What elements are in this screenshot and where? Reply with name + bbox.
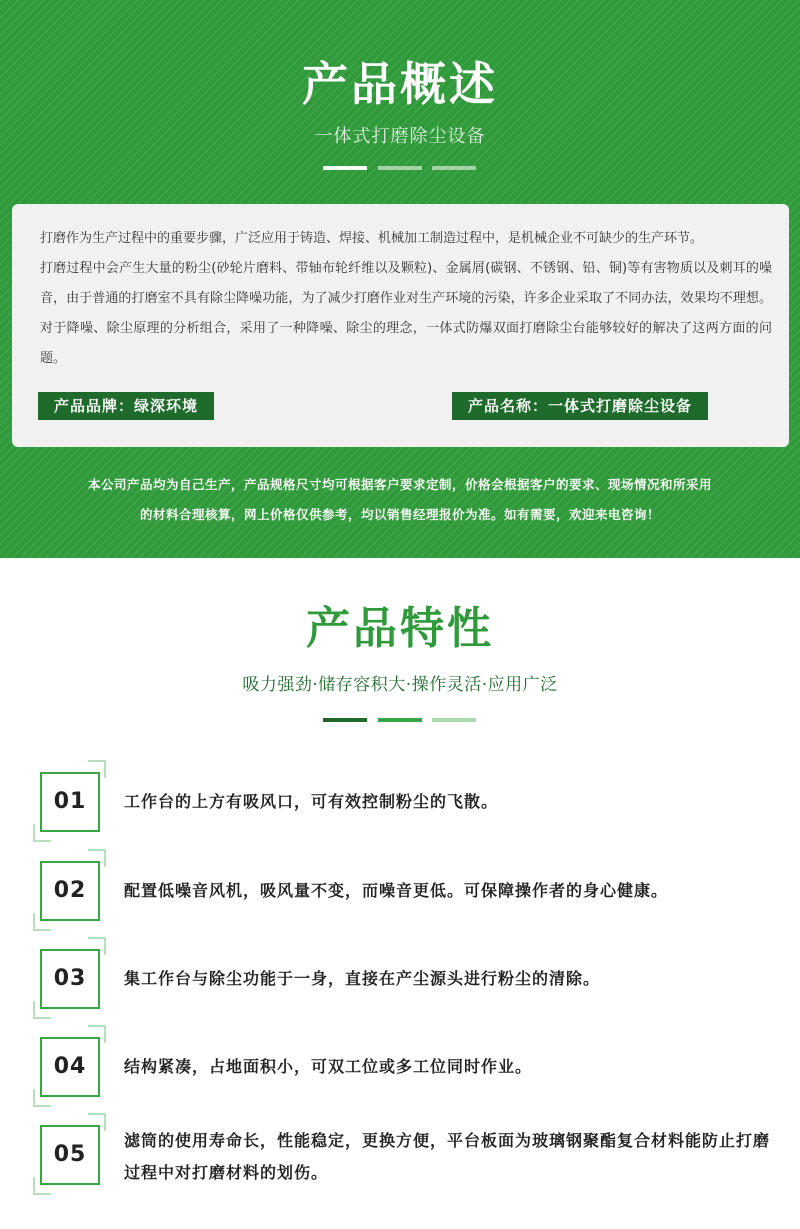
feature-text: 工作台的上方有吸风口，可有效控制粉尘的飞散。: [124, 792, 499, 811]
features-subtitle: 吸力强劲·储存容积大·操作灵活·应用广泛: [242, 675, 558, 695]
feature-item: [0, 1125, 800, 1215]
title-divider-bar: [323, 166, 367, 170]
feature-number: 04: [40, 1037, 100, 1097]
title-divider-bar: [378, 166, 422, 170]
title-divider-bar: [378, 718, 422, 722]
notice-line: 的材料合理核算，网上价格仅供参考，均以销售经理报价为准。如有需要，欢迎来电咨询！: [139, 507, 660, 522]
notice-line: 本公司产品均为自己生产，产品规格尺寸均可根据客户要求定制，价格会根据客户的要求、现场情况和所采用: [87, 477, 712, 492]
feature-number: 01: [40, 772, 100, 832]
title-divider-bar: [432, 718, 476, 722]
overview-paragraph: 打磨过程中会产生大量的粉尘(砂轮片磨料、带轴布轮纤维以及颗粒)、金属屑(碳钢、不锈钢、铅、铜)等有害物质以及刺耳的噪音，由于普通的打磨室不具有除尘降噪功能，为了减少打磨作业对生产环境的污染，许多企业采取了不同办法，效果均不理想。对于降噪、除尘原理的分析组合，采用了一种降噪、除尘的理念，一体式防爆双面打磨除尘台能够较好的解决了这两方面的问题。: [40, 261, 772, 366]
pricing-notice: [20, 470, 780, 530]
feature-text: 滤筒的使用寿命长，性能稳定，更换方便，平台板面为玻璃钢聚酯复合材料能防止打磨过程中对打磨材料的划伤。: [124, 1131, 771, 1182]
feature-item: [0, 861, 800, 951]
feature-item: [0, 1037, 800, 1127]
overview-section: [0, 0, 800, 558]
overview-title: 产品概述: [302, 57, 498, 111]
overview-subtitle: 一体式打磨除尘设备: [314, 126, 486, 147]
feature-item: [0, 772, 800, 862]
overview-description: [40, 224, 772, 374]
title-divider-bar: [432, 166, 476, 170]
title-divider-bar: [323, 718, 367, 722]
overview-card: [12, 204, 789, 447]
feature-text: 集工作台与除尘功能于一身，直接在产尘源头进行粉尘的清除。: [124, 969, 601, 988]
product-name-tag: 产品名称：一体式打磨除尘设备: [452, 392, 708, 420]
feature-text: 结构紧凑，占地面积小，可双工位或多工位同时作业。: [124, 1057, 533, 1076]
features-title: 产品特性: [306, 603, 494, 654]
feature-number: 05: [40, 1125, 100, 1185]
feature-number: 03: [40, 949, 100, 1009]
product-brand-tag: 产品品牌：绿深环境: [38, 392, 214, 420]
overview-paragraph: 打磨作为生产过程中的重要步骤，广泛应用于铸造、焊接、机械加工制造过程中，是机械企业不可缺少的生产环节。: [40, 231, 704, 246]
feature-item: [0, 949, 800, 1039]
feature-text: 配置低噪音风机，吸风量不变，而噪音更低。可保障操作者的身心健康。: [124, 881, 669, 900]
feature-number: 02: [40, 861, 100, 921]
